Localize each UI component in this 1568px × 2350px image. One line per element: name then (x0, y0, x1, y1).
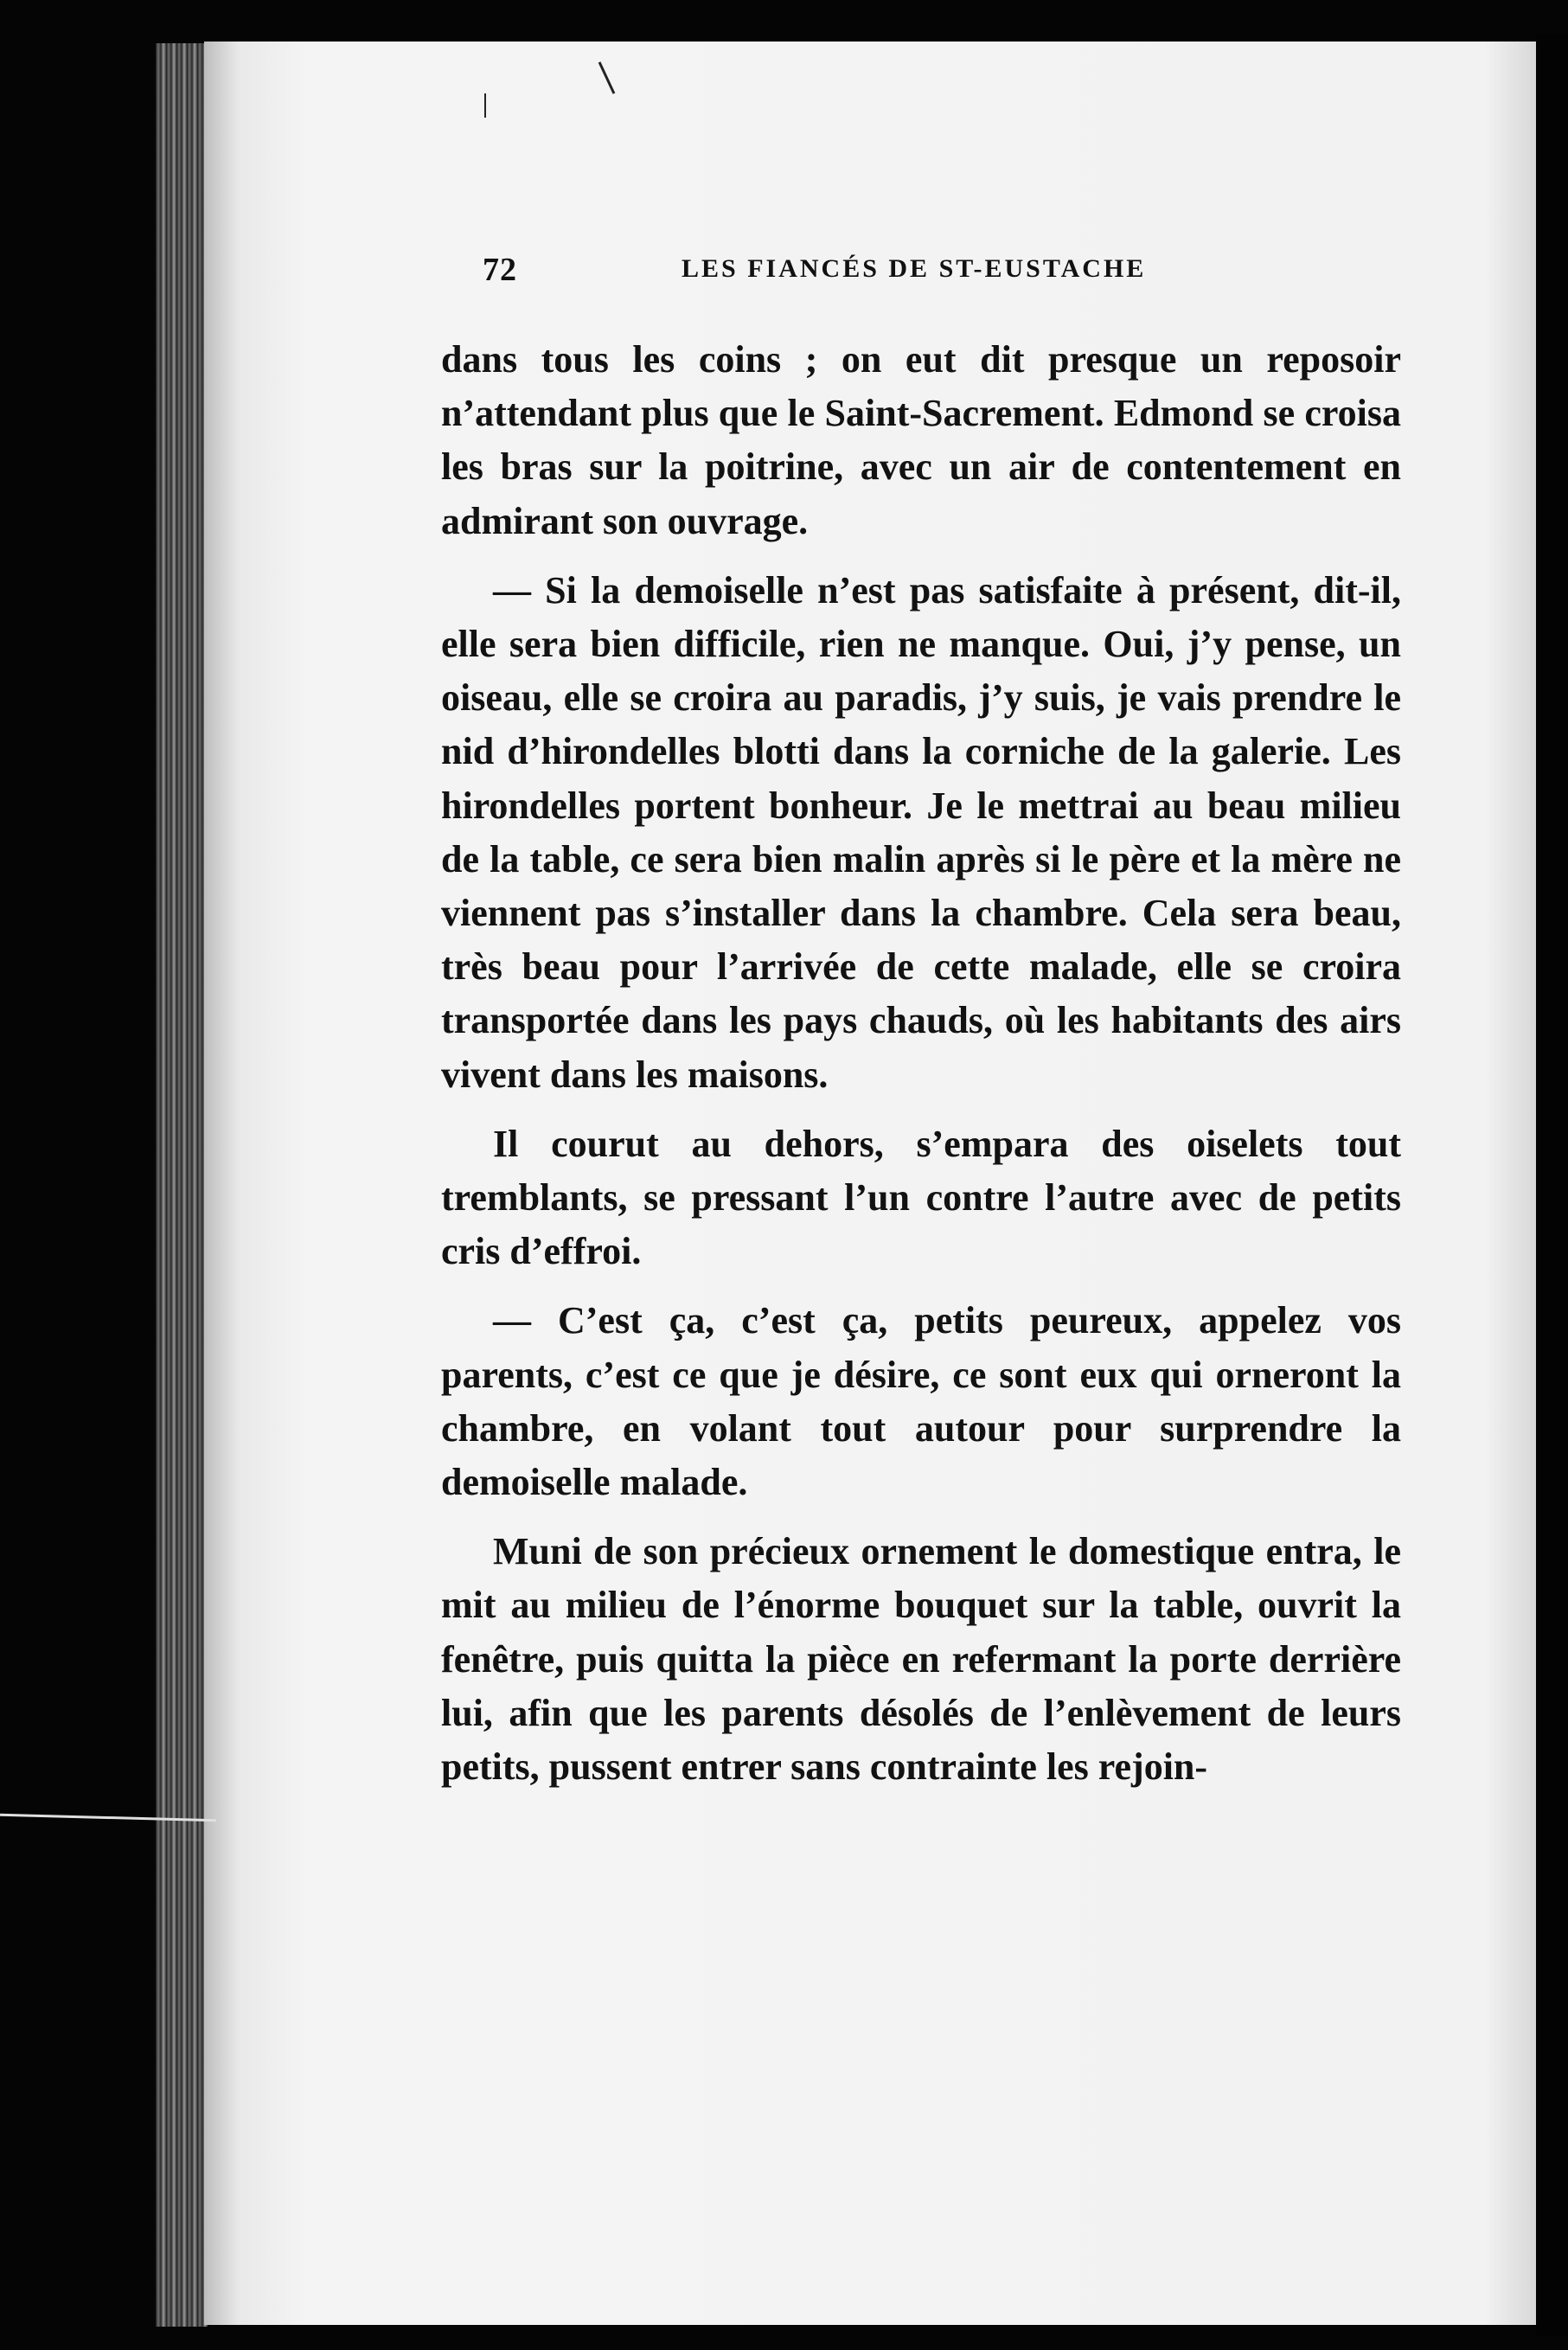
page-number: 72 (483, 252, 517, 288)
paragraph: — Si la demoiselle n’est pas satisfaite à présent, dit-il, elle sera bien difficile, rien ne manque. Oui, j’y pense, un oiseau, elle se croira au paradis, j’y suis, je vais prendre le nid d’hirondelles blotti dans la corniche de la galerie. Les hirondelles portent bonheur. Je le mettrai au beau milieu de la table, ce sera bien malin après si le père et la mère ne viennent pas s’installer dans la chambre. Cela sera beau, très beau pour l’arrivée de cette malade, elle se croira transportée dans les pays chauds, où les habitants des airs vivent dans les maisons. (441, 568, 1401, 1096)
scan-border-right (1536, 35, 1568, 2335)
paragraph: dans tous les coins ; on eut dit presque un reposoir n’attendant plus que le Saint-Sacrement. Edmond se croisa les bras sur la poitrine, avec un air de contentement en admirant son ouvrage. (441, 338, 1401, 542)
paragraph: Il courut au dehors, s’empara des oiselets tout tremblants, se pressant l’un contre l’autre avec de petits cris d’effroi. (441, 1122, 1401, 1273)
book-page-edges (156, 43, 208, 2327)
running-title: LES FIANCÉS DE ST-EUSTACHE (682, 254, 1147, 283)
paragraph: — C’est ça, c’est ça, petits peureux, appelez vos parents, c’est ce que je désire, ce sont eux qui orneront la chambre, en volant tout autour pour surprendre la demoiselle malade. (441, 1299, 1401, 1504)
paragraph: Muni de son précieux ornement le domestique entra, le mit au milieu de l’énorme bouquet sur la table, ouvrit la fenêtre, puis quitta la pièce en refermant la porte derrière lui, afin que les parents désolés de l’enlèvement de leurs petits, pussent entrer sans contrainte les rejoin- (441, 1530, 1401, 1789)
body-text (441, 333, 1401, 1794)
scan-artifact (484, 93, 486, 118)
running-head (483, 251, 1347, 288)
